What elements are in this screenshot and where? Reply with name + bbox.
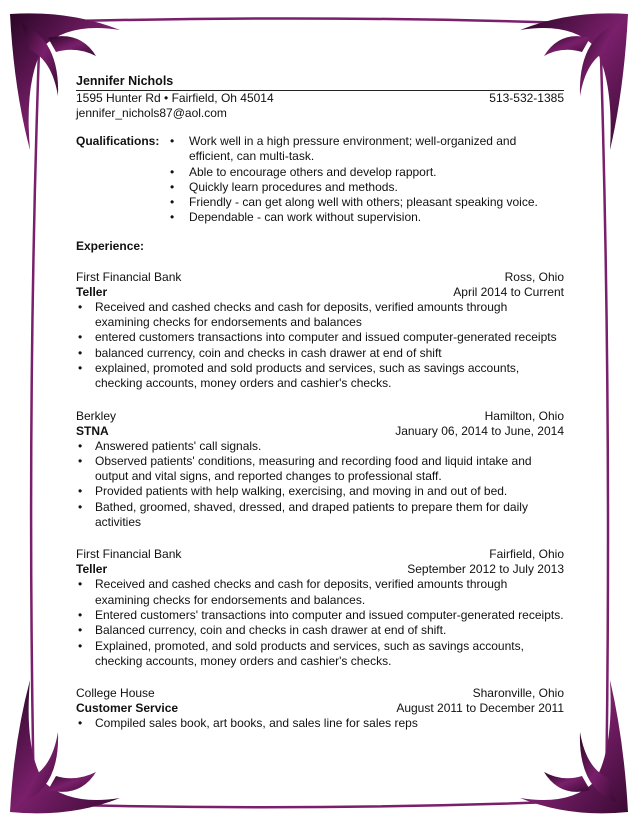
list-item: • Quickly learn procedures and methods. xyxy=(168,180,564,195)
list-item: • Observed patients' conditions, measuring and recording food and liquid intake and output and vital signs, and reported changes to professional staff. xyxy=(76,454,564,485)
list-item: • Bathed, groomed, shaved, dressed, and draped patients to prepare them for daily activities xyxy=(76,500,564,531)
job-title: Customer Service xyxy=(76,701,179,716)
dates: September 2012 to July 2013 xyxy=(407,562,564,577)
company: College House xyxy=(76,686,155,701)
duties-list xyxy=(76,577,564,669)
list-item: • Work well in a high pressure environment; well-organized and efficient, can multi-task. xyxy=(168,134,564,165)
location: Ross, Ohio xyxy=(504,269,564,284)
experience-heading: Experience: xyxy=(76,238,145,253)
qualifications-list xyxy=(168,134,564,226)
list-item: • Friendly - can get along well with others; pleasant speaking voice. xyxy=(168,195,564,210)
list-item: • balanced currency, coin and checks in cash drawer at end of shift xyxy=(76,346,564,361)
list-item: • Balanced currency, coin and checks in cash drawer at end of shift. xyxy=(76,623,564,638)
qualifications-label: Qualifications: xyxy=(76,134,160,148)
dates: April 2014 to Current xyxy=(453,284,564,299)
list-item: • Able to encourage others and develop rapport. xyxy=(168,165,564,180)
list-item: • Dependable - can work without supervision. xyxy=(168,210,564,225)
company: First Financial Bank xyxy=(76,269,182,284)
list-item: • Explained, promoted, and sold products and services, such as savings accounts, checking accounts, money orders and cashier's checks. xyxy=(76,639,564,670)
job-entry xyxy=(76,547,564,669)
address: 1595 Hunter Rd • Fairfield, Oh 45014 xyxy=(76,91,274,105)
company: Berkley xyxy=(76,408,117,423)
duties-list xyxy=(76,300,564,392)
dates: August 2011 to December 2011 xyxy=(396,701,564,716)
email: jennifer_nichols87@aol.com xyxy=(76,106,227,120)
list-item: • entered customers transactions into computer and issued computer-generated receipts xyxy=(76,330,564,345)
list-item: • Received and cashed checks and cash for deposits, verified amounts through examining checks for endorsements and balances xyxy=(76,300,564,331)
list-item: • explained, promoted and sold products and services, such as savings accounts, checking accounts, money orders and cashier's checks. xyxy=(76,361,564,392)
location: Hamilton, Ohio xyxy=(484,408,564,423)
job-entry xyxy=(76,270,564,392)
job-entry xyxy=(76,686,564,731)
location: Fairfield, Ohio xyxy=(489,547,564,562)
duties-list xyxy=(76,716,564,731)
resume-body xyxy=(76,74,564,731)
applicant-name: Jennifer Nichols xyxy=(76,74,564,91)
phone: 513-532-1385 xyxy=(489,91,564,105)
job-title: Teller xyxy=(76,562,108,577)
job-title: STNA xyxy=(76,423,109,438)
contact-row xyxy=(76,91,564,106)
location: Sharonville, Ohio xyxy=(472,686,564,701)
list-item: • Provided patients with help walking, exercising, and moving in and out of bed. xyxy=(76,484,564,499)
list-item: • Received and cashed checks and cash for deposits, verified amounts through examining checks for endorsements and balances. xyxy=(76,577,564,608)
list-item: • Compiled sales book, art books, and sales line for sales reps xyxy=(76,716,564,731)
company: First Financial Bank xyxy=(76,547,182,562)
list-item: • Entered customers' transactions into computer and issued computer-generated receipts. xyxy=(76,608,564,623)
job-entry xyxy=(76,409,564,531)
list-item: • Answered patients' call signals. xyxy=(76,439,564,454)
job-title: Teller xyxy=(76,284,108,299)
duties-list xyxy=(76,439,564,531)
qualifications-section xyxy=(76,134,564,226)
dates: January 06, 2014 to June, 2014 xyxy=(395,423,564,438)
